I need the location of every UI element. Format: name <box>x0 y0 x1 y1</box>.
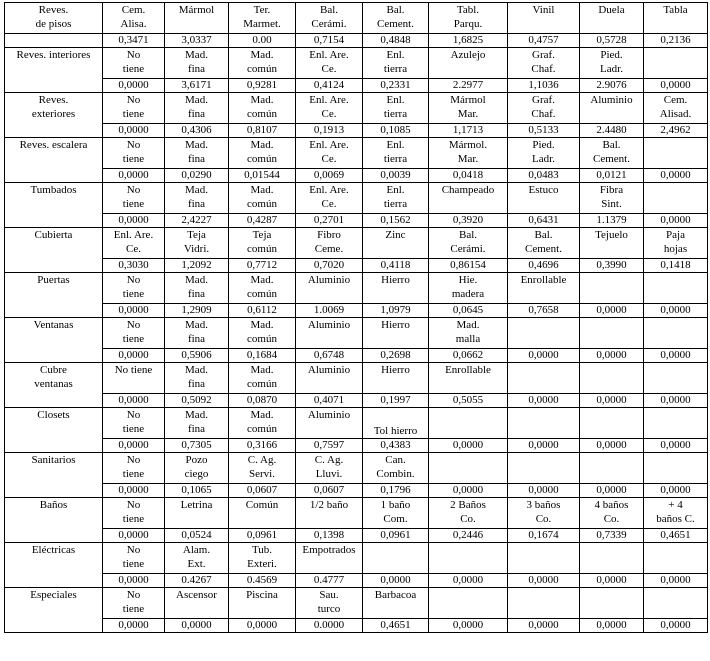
coefficient-value-cell: 0,0000 <box>644 214 708 228</box>
coefficient-value-cell: 0,0000 <box>580 394 644 408</box>
coefficient-table <box>4 2 708 633</box>
coefficient-value-cell: 0,0000 <box>103 574 165 588</box>
value-row <box>5 349 708 363</box>
option-label-cell <box>580 453 644 484</box>
value-row <box>5 619 708 633</box>
coefficient-value-cell: 0,0000 <box>644 79 708 93</box>
coefficient-value-cell: 0,3920 <box>429 214 508 228</box>
option-label-cell <box>508 408 580 439</box>
option-label-cell: Enl. Are. Ce. <box>296 183 363 214</box>
coefficient-value-cell: 0,5133 <box>508 124 580 138</box>
option-label-cell <box>508 543 580 574</box>
option-label-cell: Teja Vidri. <box>165 228 229 259</box>
coefficient-value-cell: 0,0000 <box>165 619 229 633</box>
option-label-cell: + 4 baños C. <box>644 498 708 529</box>
option-label-cell: Mad. común <box>229 138 296 169</box>
option-label-cell <box>508 453 580 484</box>
coefficient-value-cell: 0,3030 <box>103 259 165 273</box>
option-label-cell <box>580 363 644 394</box>
coefficient-value-cell: 0,4848 <box>363 34 429 48</box>
option-label-cell: Tol hierro <box>363 408 429 439</box>
coefficient-value-cell: 0,0069 <box>296 169 363 183</box>
coefficient-value-cell: 0,4651 <box>363 619 429 633</box>
category-cell: Cubierta <box>5 228 103 273</box>
coefficient-value-cell: 0,0290 <box>165 169 229 183</box>
option-label-cell: No tiene <box>103 138 165 169</box>
option-label-cell <box>508 318 580 349</box>
coefficient-value-cell: 0,0000 <box>429 484 508 498</box>
option-label-cell: 2 Baños Co. <box>429 498 508 529</box>
coefficient-value-cell: 0,0121 <box>580 169 644 183</box>
option-label-cell <box>644 273 708 304</box>
coefficient-value-cell: 0,0000 <box>103 304 165 318</box>
option-label-cell: Mad. común <box>229 48 296 79</box>
option-label-cell: No tiene <box>103 453 165 484</box>
coefficient-value-cell: 0,0662 <box>429 349 508 363</box>
label-row <box>5 138 708 169</box>
option-label-cell: Común <box>229 498 296 529</box>
coefficient-value-cell: 0,0000 <box>103 214 165 228</box>
option-label-cell: Enl. tierra <box>363 138 429 169</box>
coefficient-value-cell: 0,4757 <box>508 34 580 48</box>
coefficient-value-cell: 0,3990 <box>580 259 644 273</box>
option-label-cell: Piscina <box>229 588 296 619</box>
option-label-cell: No tiene <box>103 318 165 349</box>
coefficient-value-cell: 0,4651 <box>644 529 708 543</box>
coefficient-value-cell: 0,0039 <box>363 169 429 183</box>
value-row <box>5 484 708 498</box>
option-label-cell: Bal. Cement. <box>508 228 580 259</box>
coefficient-value-cell: 0,0000 <box>508 394 580 408</box>
option-label-cell: Aluminio <box>296 363 363 394</box>
coefficient-value-cell: 0,0000 <box>508 619 580 633</box>
category-cell: Puertas <box>5 273 103 318</box>
coefficient-value-cell: 0,0000 <box>229 619 296 633</box>
category-cell: Ventanas <box>5 318 103 363</box>
option-label-cell: Mad. común <box>229 408 296 439</box>
coefficient-value-cell: 0,0000 <box>103 394 165 408</box>
option-label-cell: No tiene <box>103 183 165 214</box>
value-row <box>5 439 708 453</box>
option-label-cell: Mad. fina <box>165 138 229 169</box>
option-label-cell: Fibra Sint. <box>580 183 644 214</box>
table-body <box>5 3 708 633</box>
label-row <box>5 48 708 79</box>
coefficient-value-cell: 0,4696 <box>508 259 580 273</box>
coefficient-value-cell: 0,0000 <box>103 439 165 453</box>
category-cell: Baños <box>5 498 103 543</box>
option-label-cell: Mad. común <box>229 93 296 124</box>
option-label-cell: Teja común <box>229 228 296 259</box>
coefficient-value-cell: 0.00 <box>229 34 296 48</box>
coefficient-value-cell: 0,2701 <box>296 214 363 228</box>
coefficient-value-cell: 0,6431 <box>508 214 580 228</box>
value-row <box>5 394 708 408</box>
category-cell: Sanitarios <box>5 453 103 498</box>
option-label-cell: Enl. Are. Ce. <box>296 138 363 169</box>
coefficient-value-cell: 0,0000 <box>103 484 165 498</box>
option-label-cell: Mármol Mar. <box>429 93 508 124</box>
label-row <box>5 543 708 574</box>
value-row <box>5 124 708 138</box>
option-label-cell: Enrollable <box>429 363 508 394</box>
coefficient-value-cell: 2,4227 <box>165 214 229 228</box>
label-row <box>5 408 708 439</box>
coefficient-value-cell: 0,0000 <box>644 169 708 183</box>
coefficient-value-cell: 3,0337 <box>165 34 229 48</box>
coefficient-value-cell: 0,5728 <box>580 34 644 48</box>
coefficient-value-cell: 0,4071 <box>296 394 363 408</box>
option-label-cell: No tiene <box>103 363 165 394</box>
option-label-cell: Aluminio <box>296 273 363 304</box>
option-label-cell: No tiene <box>103 48 165 79</box>
coefficient-value-cell: 0.0000 <box>296 619 363 633</box>
label-row <box>5 273 708 304</box>
coefficient-value-cell: 0,7712 <box>229 259 296 273</box>
option-label-cell: C. Ag. Lluvi. <box>296 453 363 484</box>
option-label-cell: Paja hojas <box>644 228 708 259</box>
coefficient-value-cell: 0,5092 <box>165 394 229 408</box>
coefficient-value-cell: 0,0000 <box>580 439 644 453</box>
option-label-cell <box>508 363 580 394</box>
option-label-cell <box>580 408 644 439</box>
option-label-cell <box>644 588 708 619</box>
coefficient-value-cell: 0,8107 <box>229 124 296 138</box>
option-label-cell: Cem. Alisa. <box>103 3 165 34</box>
coefficient-value-cell: 0,4306 <box>165 124 229 138</box>
option-label-cell: Bal. Cerámi. <box>296 3 363 34</box>
coefficient-value-cell: 0,0000 <box>644 439 708 453</box>
label-row <box>5 93 708 124</box>
coefficient-value-cell: 0,7339 <box>580 529 644 543</box>
coefficient-value-cell: 0,4287 <box>229 214 296 228</box>
option-label-cell <box>644 363 708 394</box>
option-label-cell: Enl. Are. Ce. <box>103 228 165 259</box>
category-cell: Reves. interiores <box>5 48 103 93</box>
coefficient-value-cell: 1.0069 <box>296 304 363 318</box>
option-label-cell: Mad. común <box>229 363 296 394</box>
coefficient-value-cell: 0,1796 <box>363 484 429 498</box>
coefficient-value-cell: 0,1418 <box>644 259 708 273</box>
option-label-cell <box>580 588 644 619</box>
option-label-cell: Bal. Cement. <box>580 138 644 169</box>
option-label-cell: Enl. Are. Ce. <box>296 93 363 124</box>
option-label-cell: Duela <box>580 3 644 34</box>
value-row <box>5 214 708 228</box>
coefficient-value-cell: 0,0000 <box>644 574 708 588</box>
option-label-cell <box>429 408 508 439</box>
coefficient-value-cell: 1,6825 <box>429 34 508 48</box>
option-label-cell: Enrollable <box>508 273 580 304</box>
coefficient-value-cell: 1,1713 <box>429 124 508 138</box>
coefficient-value-cell: 0.4267 <box>165 574 229 588</box>
coefficient-value-cell: 0,0000 <box>644 394 708 408</box>
category-cell: Eléctricas <box>5 543 103 588</box>
coefficient-value-cell: 0,0870 <box>229 394 296 408</box>
option-label-cell: Mad. fina <box>165 48 229 79</box>
coefficient-value-cell: 0,0961 <box>229 529 296 543</box>
coefficient-value-cell: 0,0000 <box>644 484 708 498</box>
category-cell: Cubre ventanas <box>5 363 103 408</box>
option-label-cell: Mad. malla <box>429 318 508 349</box>
coefficient-value-cell: 0,0000 <box>429 439 508 453</box>
coefficient-value-cell: 0,2136 <box>644 34 708 48</box>
option-label-cell: Hierro <box>363 318 429 349</box>
coefficient-value-cell: 0,0000 <box>580 349 644 363</box>
option-label-cell: Mad. común <box>229 318 296 349</box>
coefficient-value-cell: 0,0000 <box>103 349 165 363</box>
option-label-cell: Aluminio <box>296 408 363 439</box>
option-label-cell: Sau. turco <box>296 588 363 619</box>
coefficient-value-cell: 0.4569 <box>229 574 296 588</box>
coefficient-value-cell: 0,1674 <box>508 529 580 543</box>
option-label-cell: No tiene <box>103 588 165 619</box>
coefficient-value-cell: 0,0000 <box>644 304 708 318</box>
coefficient-value-cell: 0,7658 <box>508 304 580 318</box>
option-label-cell: 4 baños Co. <box>580 498 644 529</box>
coefficient-value-cell: 0,0961 <box>363 529 429 543</box>
option-label-cell: 3 baños Co. <box>508 498 580 529</box>
option-label-cell <box>508 588 580 619</box>
coefficient-value-cell: 0,0000 <box>580 304 644 318</box>
option-label-cell: Empotrados <box>296 543 363 574</box>
option-label-cell: Barbacoa <box>363 588 429 619</box>
label-row <box>5 183 708 214</box>
coefficient-value-cell: 0,0000 <box>103 124 165 138</box>
option-label-cell: Hierro <box>363 363 429 394</box>
option-label-cell <box>580 543 644 574</box>
option-label-cell: Mad. fina <box>165 408 229 439</box>
coefficient-value-cell: 0,1398 <box>296 529 363 543</box>
coefficient-value-cell: 0,5055 <box>429 394 508 408</box>
coefficient-value-cell: 0,1085 <box>363 124 429 138</box>
coefficient-value-cell: 0,2698 <box>363 349 429 363</box>
coefficient-value-cell: 1,1036 <box>508 79 580 93</box>
coefficient-value-cell: 0,7305 <box>165 439 229 453</box>
option-label-cell: Mad. fina <box>165 93 229 124</box>
option-label-cell <box>363 543 429 574</box>
coefficient-value-cell: 0,0000 <box>508 574 580 588</box>
option-label-cell: Mad. fina <box>165 318 229 349</box>
category-cell: Reves. exteriores <box>5 93 103 138</box>
option-label-cell: C. Ag. Servi. <box>229 453 296 484</box>
option-label-cell: Mad. común <box>229 273 296 304</box>
option-label-cell: No tiene <box>103 498 165 529</box>
option-label-cell: Ascensor <box>165 588 229 619</box>
coefficient-value-cell: 0,01544 <box>229 169 296 183</box>
coefficient-value-cell: 0,6112 <box>229 304 296 318</box>
coefficient-value-cell: 0,0000 <box>644 619 708 633</box>
option-label-cell: No tiene <box>103 273 165 304</box>
option-label-cell <box>644 183 708 214</box>
coefficient-value-cell: 0,0000 <box>429 619 508 633</box>
option-label-cell: Mad. fina <box>165 273 229 304</box>
value-row <box>5 529 708 543</box>
coefficient-value-cell: 0,4383 <box>363 439 429 453</box>
coefficient-value-cell: 0,0000 <box>363 574 429 588</box>
option-label-cell: Champeado <box>429 183 508 214</box>
option-label-cell: Alam. Ext. <box>165 543 229 574</box>
option-label-cell: Can. Combin. <box>363 453 429 484</box>
option-label-cell: Mad. común <box>229 183 296 214</box>
coefficient-value-cell: 0,1562 <box>363 214 429 228</box>
option-label-cell <box>429 543 508 574</box>
label-row <box>5 453 708 484</box>
coefficient-value-cell: 0,0000 <box>103 79 165 93</box>
coefficient-value-cell: 0,7597 <box>296 439 363 453</box>
option-label-cell: Pied. Ladr. <box>508 138 580 169</box>
option-label-cell: Aluminio <box>296 318 363 349</box>
option-label-cell <box>644 453 708 484</box>
value-row <box>5 34 708 48</box>
value-row <box>5 574 708 588</box>
option-label-cell: No tiene <box>103 93 165 124</box>
coefficient-value-cell: 1,0979 <box>363 304 429 318</box>
option-label-cell: Tejuelo <box>580 228 644 259</box>
option-label-cell <box>644 543 708 574</box>
coefficient-value-cell: 0,0524 <box>165 529 229 543</box>
value-row <box>5 304 708 318</box>
coefficient-value-cell: 0,1997 <box>363 394 429 408</box>
coefficient-value-cell: 3,6171 <box>165 79 229 93</box>
coefficient-value-cell: 0,0000 <box>644 349 708 363</box>
coefficient-value-cell: 0,0607 <box>229 484 296 498</box>
coefficient-value-cell: 0,0000 <box>508 349 580 363</box>
coefficient-value-cell: 0,1065 <box>165 484 229 498</box>
coefficient-value-cell: 0,1913 <box>296 124 363 138</box>
category-cell: Especiales <box>5 588 103 633</box>
coefficient-value-cell: 0,0000 <box>508 439 580 453</box>
coefficient-value-cell: 0.4777 <box>296 574 363 588</box>
option-label-cell: Tabl. Parqu. <box>429 3 508 34</box>
coefficient-value-cell: 0,0000 <box>103 169 165 183</box>
option-label-cell: Estuco <box>508 183 580 214</box>
coefficient-value-cell: 0,0000 <box>103 529 165 543</box>
coefficient-value-cell: 0,86154 <box>429 259 508 273</box>
category-cell: Closets <box>5 408 103 453</box>
option-label-cell: 1 baño Com. <box>363 498 429 529</box>
option-label-cell: Graf. Chaf. <box>508 48 580 79</box>
option-label-cell: No tiene <box>103 543 165 574</box>
coefficient-value-cell: 0,3166 <box>229 439 296 453</box>
option-label-cell <box>644 408 708 439</box>
option-label-cell: Pied. Ladr. <box>580 48 644 79</box>
coefficient-value-cell: 0,2331 <box>363 79 429 93</box>
option-label-cell <box>644 138 708 169</box>
coefficient-value-cell: 0,4124 <box>296 79 363 93</box>
coefficient-value-cell: 2,4962 <box>644 124 708 138</box>
coefficient-value-cell: 0,0418 <box>429 169 508 183</box>
option-label-cell: Mármol. Mar. <box>429 138 508 169</box>
category-cell: Reves. de pisos <box>5 3 103 34</box>
category-cell: Tumbados <box>5 183 103 228</box>
category-cell: Reves. escalera <box>5 138 103 183</box>
coefficient-value-cell: 0,0000 <box>580 619 644 633</box>
label-row <box>5 498 708 529</box>
value-row <box>5 259 708 273</box>
coefficient-value-cell: 0,3471 <box>103 34 165 48</box>
option-label-cell: Tub. Exteri. <box>229 543 296 574</box>
option-label-cell: Ter. Marmet. <box>229 3 296 34</box>
coefficient-value-cell: 2.9076 <box>580 79 644 93</box>
label-row <box>5 588 708 619</box>
option-label-cell: Cem. Alisad. <box>644 93 708 124</box>
coefficient-value-cell: 1.1379 <box>580 214 644 228</box>
coefficient-value-cell: 2.2977 <box>429 79 508 93</box>
option-label-cell: Bal. Cerámi. <box>429 228 508 259</box>
option-label-cell: Zinc <box>363 228 429 259</box>
option-label-cell <box>580 273 644 304</box>
option-label-cell: Hierro <box>363 273 429 304</box>
coefficient-value-cell: 0,0607 <box>296 484 363 498</box>
coefficient-value-cell: 0,0000 <box>103 619 165 633</box>
value-row <box>5 169 708 183</box>
option-label-cell: No tiene <box>103 408 165 439</box>
option-label-cell: Hie. madera <box>429 273 508 304</box>
coefficient-value-cell: 0,2446 <box>429 529 508 543</box>
option-label-cell: Enl. tierra <box>363 48 429 79</box>
option-label-cell: Bal. Cement. <box>363 3 429 34</box>
option-label-cell: Aluminio <box>580 93 644 124</box>
option-label-cell: Enl. Are. Ce. <box>296 48 363 79</box>
option-label-cell: Mad. fina <box>165 183 229 214</box>
option-label-cell: 1/2 baño <box>296 498 363 529</box>
label-row <box>5 228 708 259</box>
option-label-cell <box>644 48 708 79</box>
option-label-cell <box>429 453 508 484</box>
coefficient-value-cell: 0,9281 <box>229 79 296 93</box>
option-label-cell <box>644 318 708 349</box>
coefficient-value-cell: 1,2909 <box>165 304 229 318</box>
coefficient-value-cell: 0,7154 <box>296 34 363 48</box>
option-label-cell: Azulejo <box>429 48 508 79</box>
option-label-cell: Mad. fina <box>165 363 229 394</box>
coefficient-value-cell: 0,0000 <box>429 574 508 588</box>
option-label-cell: Pozo ciego <box>165 453 229 484</box>
coefficient-value-cell: 0,0645 <box>429 304 508 318</box>
option-label-cell <box>580 318 644 349</box>
option-label-cell: Tabla <box>644 3 708 34</box>
label-row <box>5 318 708 349</box>
option-label-cell: Graf. Chaf. <box>508 93 580 124</box>
coefficient-value-cell: 0,6748 <box>296 349 363 363</box>
option-label-cell <box>429 588 508 619</box>
option-label-cell: Mármol <box>165 3 229 34</box>
coefficient-value-cell: 0,5906 <box>165 349 229 363</box>
coefficient-value-cell: 1,2092 <box>165 259 229 273</box>
coefficient-value-cell: 0,0000 <box>580 484 644 498</box>
value-row <box>5 79 708 93</box>
option-label-cell: Letrina <box>165 498 229 529</box>
option-label-cell: Fibro Ceme. <box>296 228 363 259</box>
coefficient-value-cell: 0,0483 <box>508 169 580 183</box>
coefficient-value-cell: 0,1684 <box>229 349 296 363</box>
label-row <box>5 363 708 394</box>
option-label-cell: Vinil <box>508 3 580 34</box>
coefficient-value-cell: 0,0000 <box>508 484 580 498</box>
coefficient-value-cell: 0,4118 <box>363 259 429 273</box>
coefficient-value-cell: 0,0000 <box>580 574 644 588</box>
category-spacer-cell <box>5 34 103 48</box>
coefficient-value-cell: 2.4480 <box>580 124 644 138</box>
option-label-cell: Enl. tierra <box>363 93 429 124</box>
option-label-cell: Enl. tierra <box>363 183 429 214</box>
label-row <box>5 3 708 34</box>
coefficient-value-cell: 0,7020 <box>296 259 363 273</box>
